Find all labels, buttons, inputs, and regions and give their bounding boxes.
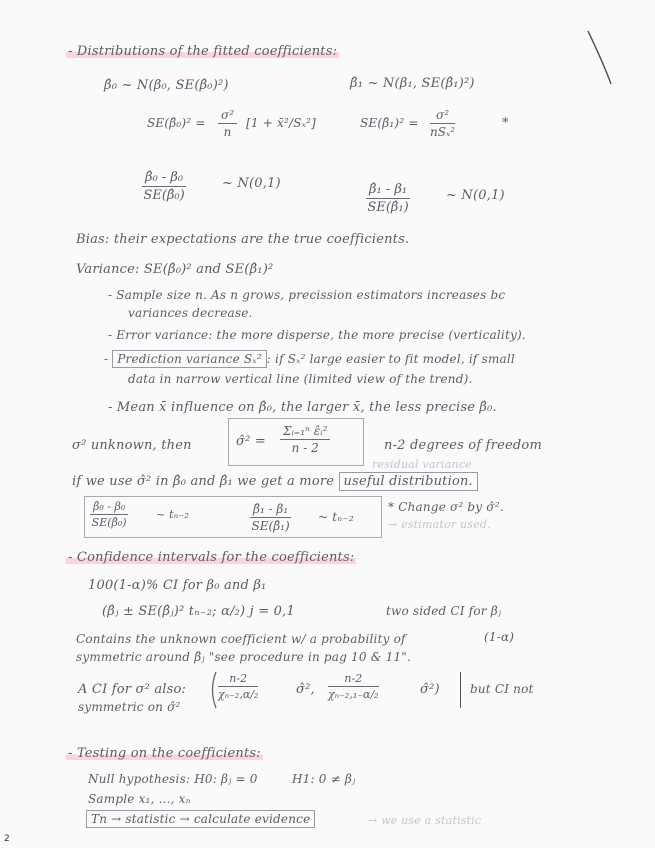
- std-beta0-rhs: ~ N(0,1): [222, 176, 281, 191]
- prediction-variance-rest: : if Sₓ² large easier to fit model, if small: [266, 352, 515, 366]
- sigma-hat-numerator: Σᵢ₌₁ⁿ ε̂ᵢ²: [280, 424, 330, 440]
- std-beta0-fraction: [142, 170, 186, 203]
- statistic-side-note: → we use a statistic: [368, 814, 482, 827]
- ci-sigma-f1-denominator: χₙ₋₂,α/₂: [218, 688, 259, 701]
- se-beta1-lhs: SE(β̂₁)² =: [360, 116, 419, 130]
- t-beta1-rhs: ~ tₙ₋₂: [318, 510, 354, 524]
- se-beta0-numerator: σ²: [218, 108, 237, 124]
- se-beta1-denominator: nSₓ²: [430, 125, 456, 139]
- variance-note: Variance: SE(β̂₀)² and SE(β̂₁)²: [76, 262, 274, 277]
- ci-not-note: but CI not: [470, 682, 534, 696]
- symmetric-on-note: symmetric on σ̂²: [78, 700, 181, 714]
- null-hypothesis: Null hypothesis: H0: βⱼ = 0: [88, 772, 258, 786]
- ci-sigma-fraction-2: [328, 672, 379, 701]
- useful-distribution-box: useful distribution.: [339, 472, 478, 491]
- sigma-unknown-note: σ² unknown, then: [72, 438, 192, 453]
- se-beta1-numerator: σ²: [430, 108, 455, 124]
- ci-sigma-f2-denominator: χₙ₋₂,₁₋α/₂: [328, 688, 379, 701]
- section-heading-testing: - Testing on the coefficients:: [68, 746, 261, 761]
- residual-variance-label: residual variance: [372, 458, 472, 471]
- t-beta1-fraction: [250, 502, 291, 533]
- alternative-hypothesis: H1: 0 ≠ βⱼ: [292, 772, 356, 786]
- t-beta0-rhs: ~ tₙ₋₂: [156, 508, 190, 521]
- use-sigma-hat-note: [72, 474, 478, 489]
- statistic-note: [86, 812, 315, 826]
- star-mark: *: [502, 116, 509, 131]
- ci-sigma-f2-numerator: n-2: [328, 672, 379, 687]
- dist-beta0: β̂₀ ~ N(β₀, SE(β̂₀)²): [104, 78, 229, 93]
- se-beta1-fraction: [430, 108, 455, 139]
- ci-sigma-mid: σ̂²,: [296, 682, 315, 697]
- contains-note: Contains the unknown coefficient w/ a probability of: [76, 632, 406, 646]
- prediction-variance-box: Prediction variance Sₓ²: [112, 350, 267, 368]
- ci-level-note: 100(1-α)% CI for β₀ and β₁: [88, 578, 267, 593]
- std-beta0-denominator: SE(β̂₀): [143, 188, 185, 203]
- symmetric-note: symmetric around β̂ⱼ "see procedure in pag 10 & 11".: [76, 650, 412, 664]
- t-beta1-denominator: SE(β̂₁): [251, 519, 290, 533]
- sigma-hat-fraction: [280, 424, 330, 455]
- probability-note: (1-α): [484, 630, 515, 644]
- open-paren-large: [208, 670, 218, 710]
- ci-formula: (β̂ⱼ ± SE(β̂ⱼ)² tₙ₋₂; α/₂) j = 0,1: [102, 604, 295, 619]
- degrees-of-freedom-note: n-2 degrees of freedom: [384, 438, 542, 453]
- sample-size-note-cont: variances decrease.: [128, 306, 253, 320]
- change-sigma-note: * Change σ² by σ̂².: [388, 500, 504, 514]
- sample-size-note: - Sample size n. As n grows, precission estimators increases bc: [108, 288, 506, 302]
- ci-sigma-end: σ̂²): [420, 682, 440, 697]
- std-beta1-numerator: β̂₁ - β₁: [366, 182, 410, 199]
- std-beta1-rhs: ~ N(0,1): [446, 188, 505, 203]
- section-heading-confidence: - Confidence intervals for the coefficients:: [68, 550, 355, 565]
- se-beta0-denominator: n: [223, 125, 232, 139]
- t-beta0-numerator: β̂₀ - β₀: [90, 500, 128, 515]
- t-beta1-numerator: β̂₁ - β₁: [250, 502, 291, 518]
- ci-sigma-divider: [460, 672, 461, 708]
- bias-note: Bias: their expectations are the true coefficients.: [76, 232, 410, 247]
- dist-beta1: β̂₁ ~ N(β₁, SE(β̂₁)²): [350, 76, 475, 91]
- ci-sigma-fraction-1: [218, 672, 258, 701]
- sigma-hat-lhs: σ̂² =: [236, 434, 266, 449]
- sample-note: Sample x₁, ..., xₙ: [88, 792, 191, 806]
- prediction-variance-note-cont: data in narrow vertical line (limited view of the trend).: [128, 372, 473, 386]
- se-beta0-fraction: [218, 108, 237, 139]
- two-sided-note: two sided CI for βⱼ: [386, 604, 502, 618]
- mean-influence-note: - Mean x̄ influence on β̂₀, the larger x̄, the less precise β̂₀.: [108, 400, 497, 415]
- sigma-hat-denominator: n - 2: [291, 441, 319, 455]
- pen-stroke-mark: [585, 28, 615, 88]
- page-number: 2: [4, 834, 10, 844]
- section-heading-distributions: - Distributions of the fitted coefficients:: [68, 44, 338, 59]
- error-variance-note: - Error variance: the more disperse, the more precise (verticality).: [108, 328, 526, 342]
- t-beta0-fraction: [90, 500, 128, 529]
- se-beta0-lhs: SE(β̂₀)² =: [147, 116, 206, 130]
- use-sigma-hat-prefix: if we use σ̂² in β̂₀ and β̂₁ we get a more: [72, 474, 335, 489]
- estimator-used-note: → estimator used.: [388, 518, 491, 531]
- t-beta0-denominator: SE(β̂₀): [91, 516, 127, 529]
- std-beta0-numerator: β̂₀ - β₀: [142, 170, 186, 187]
- std-beta1-denominator: SE(β̂₁): [367, 200, 409, 215]
- ci-sigma-prefix: A CI for σ² also:: [78, 682, 187, 697]
- statistic-box: Tn → statistic → calculate evidence: [86, 810, 315, 828]
- se-beta0-bracket: [1 + x̄²/Sₓ²]: [246, 116, 316, 130]
- prediction-variance-note: - Prediction variance Sₓ² : if Sₓ² large easier to fit model, if small: [104, 352, 515, 366]
- ci-sigma-f1-numerator: n-2: [218, 672, 258, 687]
- std-beta1-fraction: [366, 182, 410, 215]
